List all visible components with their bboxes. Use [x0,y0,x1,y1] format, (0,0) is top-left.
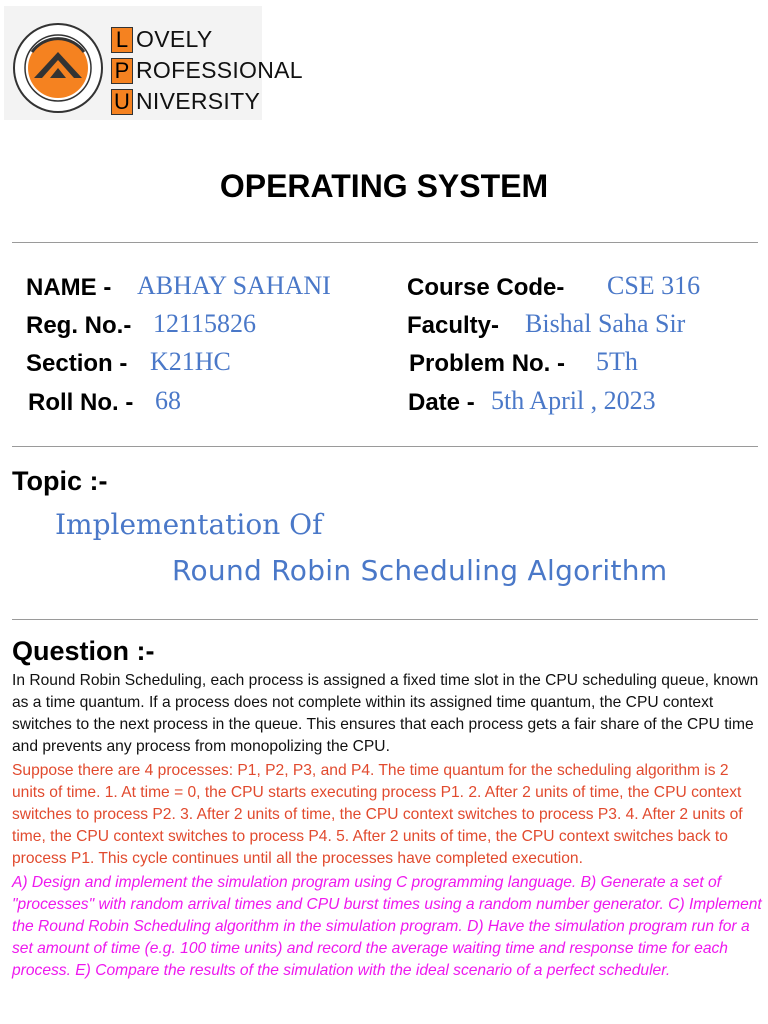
name-value: ABHAY SAHANI [137,271,331,300]
roll-label: Roll No. - [28,389,134,416]
logo-row-professional [111,55,303,86]
logo-word: ROFESSIONAL [136,57,303,83]
question-scenario-paragraph: Suppose there are 4 processes: P1, P2, P3, and P4. The time quantum for the scheduling algorithm is 2 units of time. 1. At time = 0, the CPU starts executing process P1. 2. After 2 units of time, the CPU context switches to process P2. 3. After 2 units of time, the CPU context switches to process P3. 4. After 2 units of time, the CPU context switches to process P4. 5. After 2 units of time, the CPU context switches back to process P1. This cycle continues until all the processes have completed execution. [12,762,743,867]
reg-value: 12115826 [153,309,257,338]
university-name [111,24,303,117]
problem-value: 5Th [596,347,638,376]
logo-word: NIVERSITY [136,88,261,114]
document-title: OPERATING SYSTEM [219,168,549,204]
logo-word: OVELY [136,26,213,52]
university-seal-icon [12,22,104,114]
question-intro-paragraph: In Round Robin Scheduling, each process is assigned a fixed time slot in the CPU scheduling queue, known as a time quantum. If a process does not complete within its assigned time quantum, the CPU context switches to the next process in the queue. This ensures that each process gets a fair share of the CPU time and prevents any process from monopolizing the CPU. [12,672,759,755]
reg-label: Reg. No.- [26,312,132,339]
logo-row-university [111,86,303,117]
logo-letter-box: U [111,89,133,115]
faculty-label: Faculty- [407,312,500,339]
course-value: CSE 316 [607,271,701,300]
course-label: Course Code- [407,274,565,301]
roll-value: 68 [155,386,181,415]
university-logo [4,6,303,120]
topic-line-1: Implementation Of [55,508,323,541]
problem-label: Problem No. - [409,350,566,377]
faculty-value: Bishal Saha Sir [525,309,686,338]
logo-letter-box: L [111,27,133,53]
topic-line-2: Round Robin Scheduling Algorithm [172,554,668,587]
logo-letter-box: P [111,58,133,84]
name-label: NAME - [26,274,112,301]
section-value: K21HC [150,347,231,376]
date-value: 5th April , 2023 [491,386,656,415]
date-label: Date - [408,389,475,416]
question-heading: Question :- [12,636,155,666]
question-tasks-paragraph: A) Design and implement the simulation program using C programming language. B) Generate a set of "processes" with random arrival times and CPU burst times using a random number generator. C) Implement the Round Robin Scheduling algorithm in the simulation program. D) Have the simulation program run for a set amount of time (e.g. 100 time units) and record the average waiting time and response time for each process. E) Compare the results of the simulation with the ideal scenario of a perfect scheduler. [12,874,762,979]
section-label: Section - [26,350,128,377]
divider [12,446,758,447]
divider [12,242,758,243]
logo-row-lovely [111,24,303,55]
divider [12,619,758,620]
topic-heading: Topic :- [12,466,108,496]
